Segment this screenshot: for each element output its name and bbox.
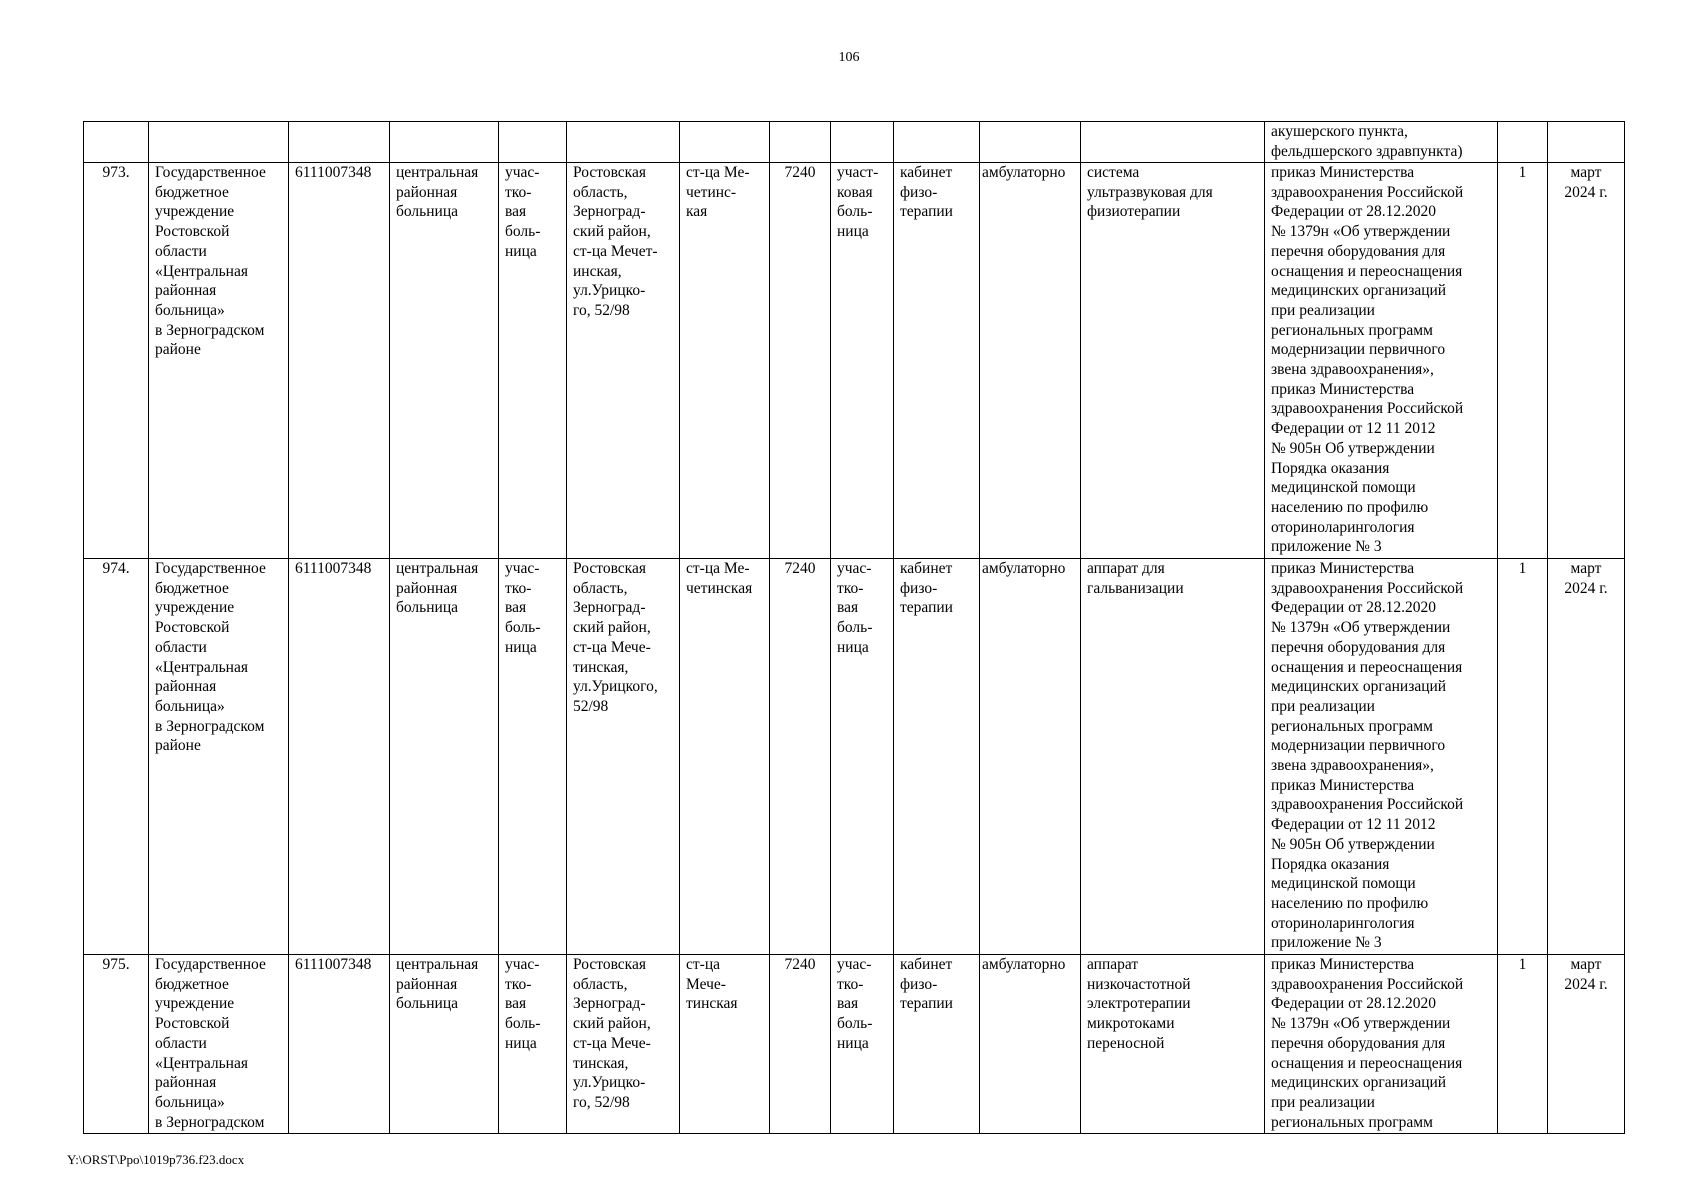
page-number: 106 bbox=[838, 50, 860, 65]
org-type: центральная районная больница bbox=[396, 164, 479, 221]
legal-basis-text: приказ Министерства здравоохранения Российской Федерации от 28.12.2020 № 1379н «Об утверждении перечня оборудования для оснащения и переоснащения медицинских организаций при реализации региональных программ модернизации первичного звена здравоохранения», приказ Министерства здравоохранения Российской Федерации от 12 11 2012 № 905н Об утверждении Порядка оказания медицинской помощи населению по профилю оториноларингология приложение № 3 bbox=[1271, 164, 1464, 556]
locality: ст-ца Ме- четинс- кая bbox=[686, 164, 750, 221]
org-name: Государственное бюджетное учреждение Ростовской области «Центральная районная больница» в Зерноградском районе bbox=[155, 560, 266, 755]
cell-code bbox=[770, 163, 831, 559]
cell-cabinet bbox=[894, 163, 980, 559]
quantity: 1 bbox=[1518, 560, 1527, 577]
org-type: центральная районная больница bbox=[396, 956, 479, 1013]
equipment-name: аппарат для гальванизации bbox=[1087, 560, 1184, 597]
cell-date bbox=[1548, 163, 1625, 559]
legal-basis-text: приказ Министерства здравоохранения Российской Федерации от 28.12.2020 № 1379н «Об утверждении перечня оборудования для оснащения и переоснащения медицинских организаций при реализации региональных программ модернизации первичного звена здравоохранения», приказ Министерства здравоохранения Российской Федерации от 12 11 2012 № 905н Об утверждении Порядка оказания медицинской помощи населению по профилю оториноларингология приложение № 3 bbox=[1271, 560, 1464, 952]
inn-value: 6111007348 bbox=[295, 956, 372, 973]
org-name: Государственное бюджетное учреждение Ростовской области «Центральная районная больница» в Зерноградском bbox=[155, 956, 266, 1131]
table-row bbox=[84, 955, 1625, 1134]
cell-care-form bbox=[980, 955, 1081, 1134]
quantity: 1 bbox=[1518, 164, 1527, 181]
subdivision: учас- тко- вая боль- ница bbox=[837, 956, 873, 1052]
cell-subdivision bbox=[831, 122, 894, 163]
cell-locality bbox=[680, 559, 770, 955]
cell-address bbox=[567, 955, 680, 1134]
cell-legal-basis bbox=[1265, 955, 1498, 1134]
row-number: 974. bbox=[102, 560, 130, 577]
cell-locality bbox=[680, 955, 770, 1134]
cell-code bbox=[770, 559, 831, 955]
cell-address bbox=[567, 122, 680, 163]
row-number: 975. bbox=[102, 956, 130, 973]
cell-equipment bbox=[1081, 163, 1265, 559]
unit-type: учас- тко- вая боль- ница bbox=[505, 164, 541, 260]
cell-org bbox=[149, 122, 289, 163]
date: март 2024 г. bbox=[1564, 560, 1608, 597]
org-name: Государственное бюджетное учреждение Ростовской области «Центральная районная больница» в Зерноградском районе bbox=[155, 164, 266, 359]
cell-subdivision bbox=[831, 955, 894, 1134]
cell-inn bbox=[289, 122, 390, 163]
cell-date bbox=[1548, 122, 1625, 163]
code: 7240 bbox=[784, 164, 816, 181]
cell-subdivision bbox=[831, 559, 894, 955]
cell-code bbox=[770, 122, 831, 163]
cell-code bbox=[770, 955, 831, 1134]
footer-file-path: Y:\ORST\Ppo\1019p736.f23.docx bbox=[67, 1152, 245, 1167]
legal-basis-text: акушерского пункта, фельдшерского здравпункта) bbox=[1271, 123, 1463, 160]
cell-care-form bbox=[980, 559, 1081, 955]
cell-inn bbox=[289, 559, 390, 955]
cell-subdivision bbox=[831, 163, 894, 559]
cell-care-form bbox=[980, 122, 1081, 163]
cell-equipment bbox=[1081, 955, 1265, 1134]
cabinet: кабинет физо- терапии bbox=[900, 956, 953, 1013]
cell-inn bbox=[289, 955, 390, 1134]
cell-date bbox=[1548, 955, 1625, 1134]
cell-address bbox=[567, 559, 680, 955]
table-row bbox=[84, 163, 1625, 559]
inn-value: 6111007348 bbox=[295, 560, 372, 577]
cell-legal-basis bbox=[1265, 122, 1498, 163]
cell-care-form bbox=[980, 163, 1081, 559]
cell-unit-type bbox=[499, 122, 567, 163]
cell-org-type bbox=[390, 122, 499, 163]
locality: ст-ца Ме- четинская bbox=[686, 560, 753, 597]
legal-basis-text: приказ Министерства здравоохранения Российской Федерации от 28.12.2020 № 1379н «Об утверждении перечня оборудования для оснащения и переоснащения медицинских организаций при реализации региональных программ bbox=[1271, 956, 1464, 1131]
cell-locality bbox=[680, 163, 770, 559]
subdivision: учас- тко- вая боль- ница bbox=[837, 560, 873, 656]
cell-org-type bbox=[390, 559, 499, 955]
cell-unit-type bbox=[499, 163, 567, 559]
quantity: 1 bbox=[1518, 956, 1527, 973]
table-row bbox=[84, 559, 1625, 955]
cell-qty bbox=[1498, 122, 1548, 163]
cell-locality bbox=[680, 122, 770, 163]
inn-value: 6111007348 bbox=[295, 164, 372, 181]
org-type: центральная районная больница bbox=[396, 560, 479, 617]
cell-num bbox=[84, 122, 149, 163]
cell-num bbox=[84, 955, 149, 1134]
cell-address bbox=[567, 163, 680, 559]
cell-org bbox=[149, 163, 289, 559]
cell-legal-basis bbox=[1265, 163, 1498, 559]
care-form: амбулаторно bbox=[982, 956, 1066, 973]
cell-cabinet bbox=[894, 955, 980, 1134]
date: март 2024 г. bbox=[1564, 164, 1608, 201]
cell-equipment bbox=[1081, 559, 1265, 955]
cell-date bbox=[1548, 559, 1625, 955]
cell-num bbox=[84, 163, 149, 559]
cell-equipment bbox=[1081, 122, 1265, 163]
date: март 2024 г. bbox=[1564, 956, 1608, 993]
cabinet: кабинет физо- терапии bbox=[900, 560, 953, 617]
equipment-name: система ультразвуковая для физиотерапии bbox=[1087, 164, 1213, 221]
cell-qty bbox=[1498, 559, 1548, 955]
row-number: 973. bbox=[102, 164, 130, 181]
cell-org-type bbox=[390, 163, 499, 559]
locality: ст-ца Мече- тинская bbox=[686, 956, 738, 1013]
cell-org-type bbox=[390, 955, 499, 1134]
cell-unit-type bbox=[499, 955, 567, 1134]
equipment-register-table bbox=[83, 121, 1625, 1134]
care-form: амбулаторно bbox=[982, 560, 1066, 577]
cell-qty bbox=[1498, 955, 1548, 1134]
cell-org bbox=[149, 955, 289, 1134]
cell-unit-type bbox=[499, 559, 567, 955]
table-row-continued bbox=[84, 122, 1625, 163]
cabinet: кабинет физо- терапии bbox=[900, 164, 953, 221]
cell-org bbox=[149, 559, 289, 955]
care-form: амбулаторно bbox=[982, 164, 1066, 181]
subdivision: участ- ковая боль- ница bbox=[837, 164, 879, 241]
cell-qty bbox=[1498, 163, 1548, 559]
address: Ростовская область, Зерноград- ский район, ст-ца Мече- тинская, ул.Урицко- го, 52/98 bbox=[573, 956, 651, 1111]
unit-type: учас- тко- вая боль- ница bbox=[505, 560, 541, 656]
cell-legal-basis bbox=[1265, 559, 1498, 955]
unit-type: учас- тко- вая боль- ница bbox=[505, 956, 541, 1052]
equipment-name: аппарат низкочастотной электротерапии микротоками переносной bbox=[1087, 956, 1191, 1052]
code: 7240 bbox=[784, 560, 816, 577]
cell-cabinet bbox=[894, 122, 980, 163]
cell-num bbox=[84, 559, 149, 955]
code: 7240 bbox=[784, 956, 816, 973]
cell-cabinet bbox=[894, 559, 980, 955]
address: Ростовская область, Зерноград- ский район, ст-ца Мече- тинская, ул.Урицкого, 52/98 bbox=[573, 560, 658, 715]
cell-inn bbox=[289, 163, 390, 559]
address: Ростовская область, Зерноград- ский район, ст-ца Мечет- инская, ул.Урицко- го, 52/98 bbox=[573, 164, 658, 319]
